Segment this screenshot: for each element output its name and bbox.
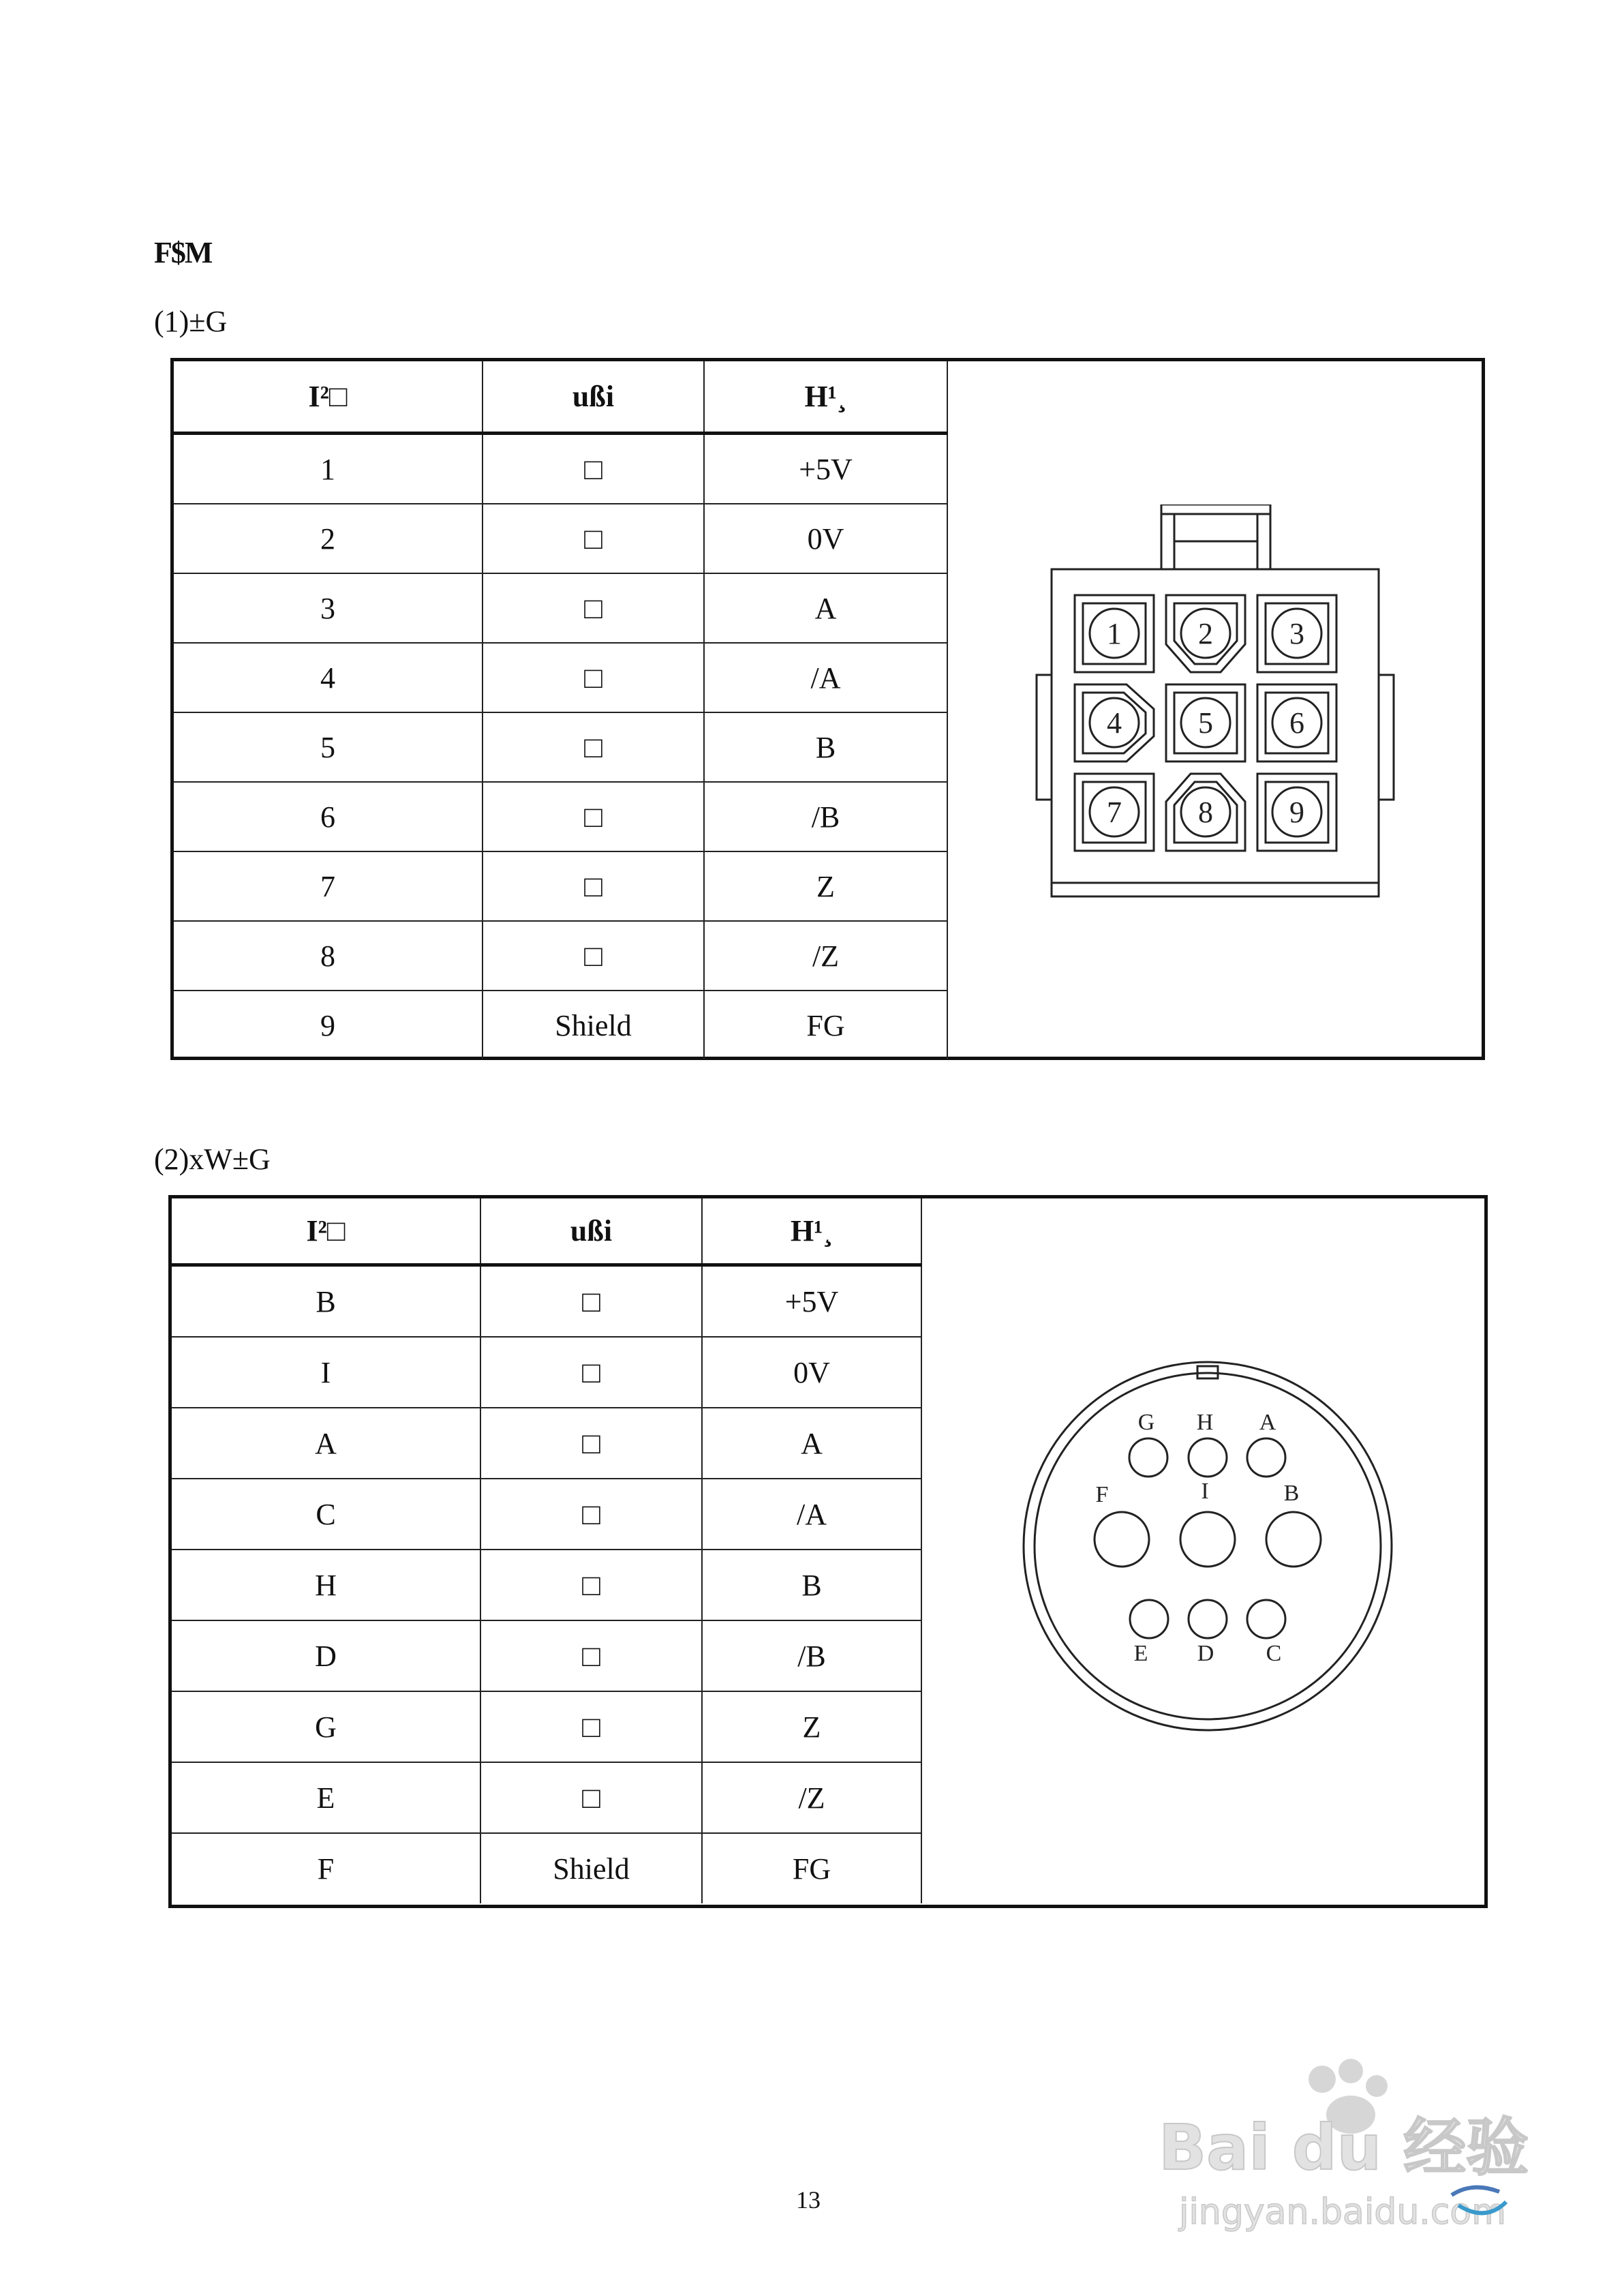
signal-cell: /Z <box>704 921 947 991</box>
table1 <box>174 361 948 1059</box>
pin-label-5: 5 <box>1198 706 1213 740</box>
pin-label-D: D <box>1197 1641 1214 1666</box>
signal-cell: A <box>702 1408 921 1479</box>
table-row <box>172 1408 921 1479</box>
circular-connector-diagram <box>1017 1355 1398 1737</box>
pin-cell: 7 <box>174 851 483 921</box>
table-row <box>174 573 947 643</box>
table-row <box>174 434 947 504</box>
pin-label-I: I <box>1201 1479 1209 1504</box>
pin-label-8: 8 <box>1198 796 1213 829</box>
table-row <box>172 1265 921 1338</box>
pin-label-3: 3 <box>1289 617 1304 650</box>
color-cell: □ <box>480 1408 702 1479</box>
table-row <box>174 643 947 712</box>
pin-cell: 9 <box>174 991 483 1059</box>
signal-cell: Z <box>702 1691 921 1762</box>
signal-cell: B <box>704 712 947 782</box>
pin-cell: A <box>172 1408 480 1479</box>
pin-label-A: A <box>1259 1410 1276 1435</box>
color-cell: Shield <box>480 1833 702 1903</box>
signal-cell: 0V <box>704 504 947 573</box>
pin-cell: 4 <box>174 643 483 712</box>
color-cell: □ <box>483 573 704 643</box>
color-cell: □ <box>480 1550 702 1620</box>
rectangular-connector-diagram <box>1032 504 1414 913</box>
pin-cell: 6 <box>174 782 483 851</box>
color-cell: □ <box>480 1337 702 1408</box>
table1-box <box>170 358 1485 1060</box>
color-cell: □ <box>480 1762 702 1833</box>
pin-1 <box>1075 595 1154 672</box>
pin-2 <box>1166 595 1245 672</box>
table-row <box>172 1479 921 1550</box>
table2-box <box>168 1195 1488 1908</box>
pin-label-G: G <box>1137 1410 1155 1435</box>
pin-cell: E <box>172 1762 480 1833</box>
table-row <box>174 851 947 921</box>
color-cell: □ <box>480 1691 702 1762</box>
table1-header-color: ußi <box>483 361 704 434</box>
pin-cell: I <box>172 1337 480 1408</box>
pin-label-C: C <box>1266 1641 1282 1666</box>
pin-label-E: E <box>1133 1641 1148 1666</box>
pin-cell: 1 <box>174 434 483 504</box>
table2-header-pin: I²□ <box>172 1198 480 1265</box>
table2-header-color: ußi <box>480 1198 702 1265</box>
table2-header-row <box>172 1198 921 1265</box>
pin-label-7: 7 <box>1107 796 1122 829</box>
table1-header-row <box>174 361 947 434</box>
color-cell: □ <box>480 1479 702 1550</box>
table-row <box>174 504 947 573</box>
signal-cell: Z <box>704 851 947 921</box>
table-row <box>172 1337 921 1408</box>
section-title: F$M <box>154 236 212 269</box>
signal-cell: B <box>702 1550 921 1620</box>
table2-caption: (2)xW±G <box>154 1143 271 1176</box>
table-row <box>174 991 947 1059</box>
pin-cell: 8 <box>174 921 483 991</box>
baidu-watermark-logo <box>1152 2052 1533 2243</box>
pin-6 <box>1257 684 1336 761</box>
color-cell: □ <box>483 921 704 991</box>
signal-cell: 0V <box>702 1337 921 1408</box>
color-cell: □ <box>483 782 704 851</box>
signal-cell: /A <box>702 1479 921 1550</box>
paw-icon <box>1309 2066 1336 2093</box>
color-cell: □ <box>483 643 704 712</box>
pin-cell: H <box>172 1550 480 1620</box>
table1-caption: (1)±G <box>154 305 228 338</box>
pin-label-9: 9 <box>1289 796 1304 829</box>
color-cell: □ <box>483 434 704 504</box>
table2 <box>172 1198 922 1903</box>
table-row <box>174 782 947 851</box>
table-row <box>172 1550 921 1620</box>
pin-4 <box>1075 684 1154 761</box>
signal-cell: /B <box>702 1620 921 1691</box>
color-cell: □ <box>480 1620 702 1691</box>
pin-label-1: 1 <box>1107 617 1122 650</box>
pin-cell: D <box>172 1620 480 1691</box>
pin-label-6: 6 <box>1289 706 1304 740</box>
signal-cell: FG <box>702 1833 921 1903</box>
pin-cell: F <box>172 1833 480 1903</box>
table-row <box>172 1762 921 1833</box>
table1-header-signal: H¹¸ <box>704 361 947 434</box>
color-cell: □ <box>483 851 704 921</box>
table-row <box>172 1691 921 1762</box>
pin-label-B: B <box>1283 1481 1300 1506</box>
pin-7 <box>1075 774 1154 851</box>
page-number: 13 <box>796 2186 821 2214</box>
pin-cell: 5 <box>174 712 483 782</box>
color-cell: □ <box>483 712 704 782</box>
table1-header-pin: I²□ <box>174 361 483 434</box>
watermark-url: jingyan.baidu.com <box>1179 2192 1506 2233</box>
pin-label-2: 2 <box>1198 617 1213 650</box>
color-cell: □ <box>480 1265 702 1338</box>
pin-cell: 2 <box>174 504 483 573</box>
pin-9 <box>1257 774 1336 851</box>
pin-cell: 3 <box>174 573 483 643</box>
table-row <box>174 712 947 782</box>
signal-cell: FG <box>704 991 947 1059</box>
pin-label-H: H <box>1196 1410 1214 1435</box>
signal-cell: /B <box>704 782 947 851</box>
pin-cell: G <box>172 1691 480 1762</box>
pin-5 <box>1166 684 1245 761</box>
signal-cell: /A <box>704 643 947 712</box>
signal-cell: /Z <box>702 1762 921 1833</box>
signal-cell: A <box>704 573 947 643</box>
signal-cell: +5V <box>704 434 947 504</box>
pin-cell: B <box>172 1265 480 1338</box>
color-cell: □ <box>483 504 704 573</box>
pin-label-4: 4 <box>1107 706 1122 740</box>
table2-header-signal: H¹¸ <box>702 1198 921 1265</box>
signal-cell: +5V <box>702 1265 921 1338</box>
table-row <box>172 1620 921 1691</box>
table-row <box>174 921 947 991</box>
pin-8 <box>1166 774 1245 851</box>
pin-cell: C <box>172 1479 480 1550</box>
table-row <box>172 1833 921 1903</box>
color-cell: Shield <box>483 991 704 1059</box>
watermark-brand: Bai du 经验 <box>1159 2111 1529 2184</box>
pin-label-F: F <box>1095 1482 1109 1507</box>
pin-3 <box>1257 595 1336 672</box>
